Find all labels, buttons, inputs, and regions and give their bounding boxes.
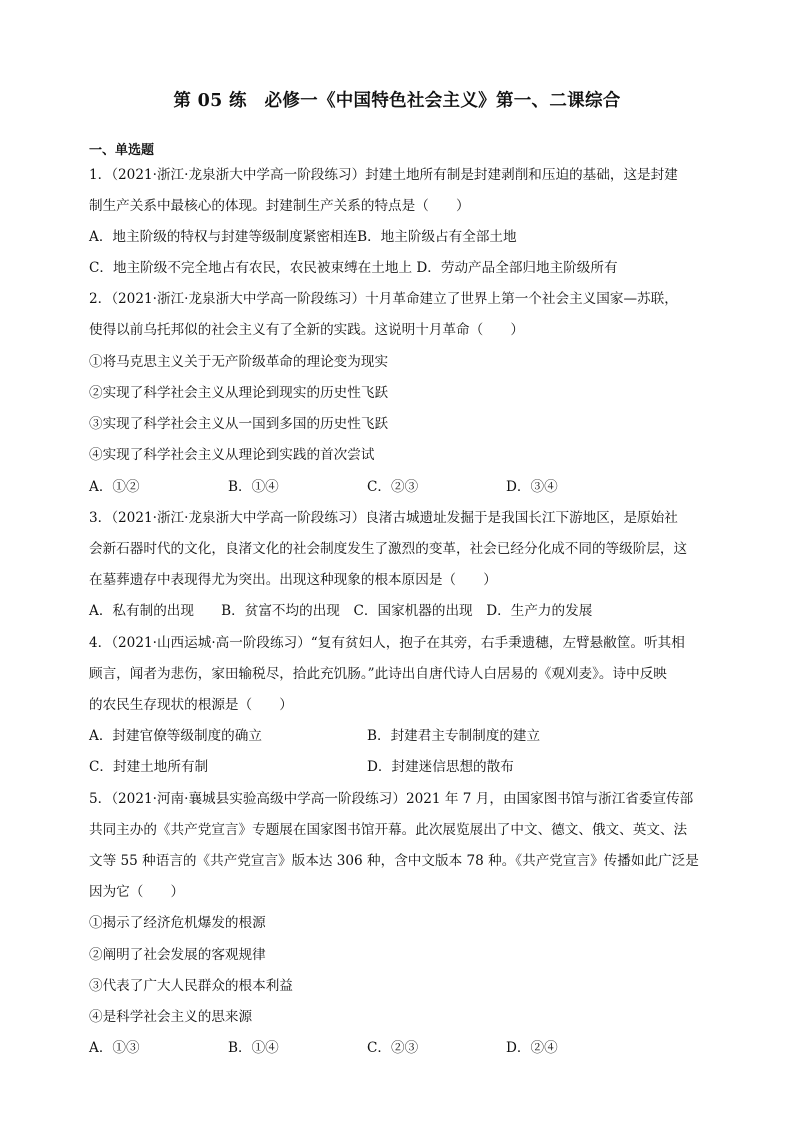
q2-stem-line-1: 2．（2021·浙江·龙泉浙大中学高一阶段练习）十月革命建立了世界上第一个社会主义国家—苏联， [89,291,678,307]
q2-statement-2: ②实现了科学社会主义从理论到现实的历史性飞跃 [89,385,389,401]
q5-statement-2: ②阐明了社会发展的客观规律 [89,947,266,963]
q3-stem-line-2: 会新石器时代的文化，良渚文化的社会制度发生了激烈的变革，社会已经分化成不同的等级阶层，这 [89,541,688,557]
page-title: 第 05 练 必修一《中国特色社会主义》第一、二课综合 [173,91,621,111]
q4-stem-line-2: 顾言，闻者为悲伤，家田输税尽，拾此充饥肠。”此诗出自唐代诗人白居易的《观刈麦》。诗中反映 [89,666,667,682]
q2-option-b: B．①④ [228,479,279,495]
q4-stem-line-1: 4．（2021·山西运城·高一阶段练习）“复有贫妇人，抱子在其旁，右手秉遗穗，左臂悬敝筐。听其相 [89,635,685,651]
q2-option-a: A．①② [89,479,140,495]
q5-stem-line-3: 文等 55 种语言的《共产党宣言》版本达 306 种，含中文版本 78 种。《共产党宣言》传播如此广泛是 [89,853,699,869]
q5-stem-line-4: 因为它（ ） [89,884,185,900]
q3-stem-line-3: 在墓葬遗存中表现得尤为突出。出现这种现象的根本原因是（ ） [89,572,497,588]
q2-stem-line-2: 使得以前乌托邦似的社会主义有了全新的实践。这说明十月革命（ ） [89,322,524,338]
q5-stem-line-2: 共同主办的《共产党宣言》专题展在国家图书馆开幕。此次展览展出了中文、德文、俄文、英文、法 [89,822,688,838]
q2-option-c: C．②③ [367,479,419,495]
q1-stem-line-2: 制生产关系中最核心的体现。封建制生产关系的特点是（ ） [89,198,470,214]
q5-option-c: C．②③ [367,1040,419,1056]
q1-options-cd: C．地主阶级不完全地占有农民，农民被束缚在土地上 D．劳动产品全部归地主阶级所有 [89,260,618,276]
q3-options: A．私有制的出现 B．贫富不均的出现 C．国家机器的出现 D．生产力的发展 [89,603,593,619]
q4-option-b: B．封建君主专制制度的建立 [367,728,541,744]
q3-stem-line-1: 3．（2021·浙江·龙泉浙大中学高一阶段练习）良渚古城遗址发掘于是我国长江下游地区，是原始社 [89,510,678,526]
section-heading: 一、单选题 [89,143,155,158]
q2-statement-1: ①将马克思主义关于无产阶级革命的理论变为现实 [89,354,389,370]
q5-statement-1: ①揭示了经济危机爆发的根源 [89,915,266,931]
q5-stem-line-1: 5．（2021·河南·襄城县实验高级中学高一阶段练习）2021 年 7 月，由国家图书馆与浙江省委宣传部 [89,791,694,807]
q5-option-a: A．①③ [89,1040,140,1056]
q4-option-d: D．封建迷信思想的散布 [367,759,514,775]
q2-statement-4: ④实现了科学社会主义从理论到实践的首次尝试 [89,447,375,463]
q4-option-c: C．封建土地所有制 [89,759,209,775]
q4-stem-line-3: 的农民生存现状的根源是（ ） [89,697,293,713]
q5-option-b: B．①④ [228,1040,279,1056]
q2-option-d: D．③④ [506,479,558,495]
q5-option-d: D．②④ [506,1040,558,1056]
q2-statement-3: ③实现了科学社会主义从一国到多国的历史性飞跃 [89,416,389,432]
q5-statement-4: ④是科学社会主义的思来源 [89,1009,253,1025]
q1-options-ab: A．地主阶级的特权与封建等级制度紧密相连B．地主阶级占有全部土地 [89,229,517,245]
q5-statement-3: ③代表了广大人民群众的根本利益 [89,978,293,994]
q1-stem-line-1: 1．（2021·浙江·龙泉浙大中学高一阶段练习）封建土地所有制是封建剥削和压迫的基础，这是封建 [89,167,678,183]
q4-option-a: A．封建官僚等级制度的确立 [89,728,262,744]
